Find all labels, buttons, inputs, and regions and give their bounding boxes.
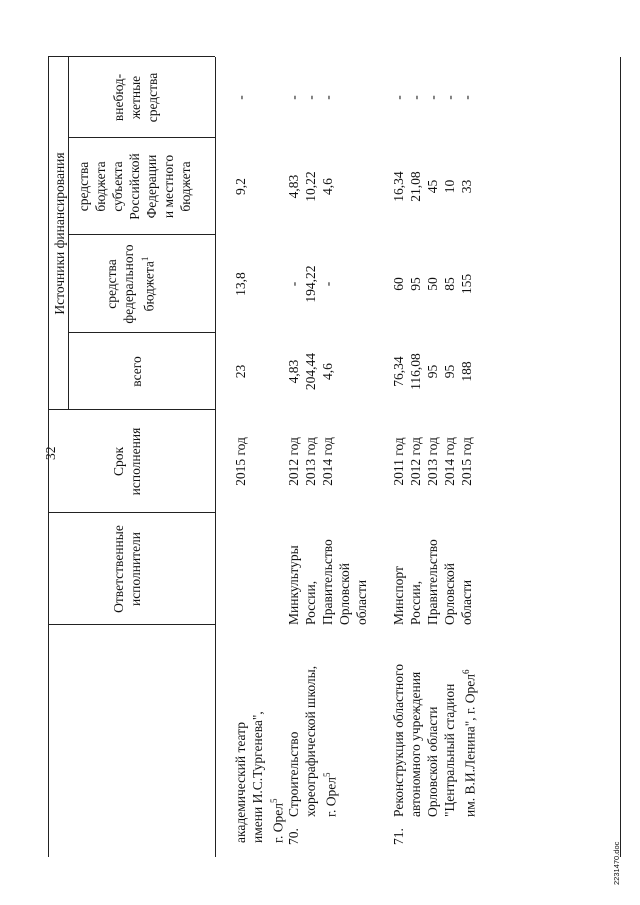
row70-total: 4,83 204,44 4,6 xyxy=(286,352,335,391)
row71-extra: - - - - - xyxy=(391,95,474,100)
row71-footnote: 6 xyxy=(461,669,471,674)
row0-year: 2015 год xyxy=(233,437,248,486)
header-regional: средства бюджета субъекта Российской Федерации и местного бюджета xyxy=(76,153,193,220)
row0-extra: - xyxy=(233,95,248,100)
row70-footnote: 5 xyxy=(322,772,332,777)
table-header-bottom-rule xyxy=(215,57,216,857)
table-top-rule xyxy=(48,57,49,857)
row0-federal: 13,8 xyxy=(233,272,248,296)
row70-extra: - - - xyxy=(286,95,335,100)
row71-name: Реконструкция областного автономного учреждения Орловской области "Центральный стадион им. В.И.Ленина", г. Орел$^6$ xyxy=(391,664,478,817)
row71-number: 71. xyxy=(391,828,406,845)
header-total-label: всего xyxy=(129,356,144,387)
header-financing-sources: Источники финансирования xyxy=(52,152,67,315)
row71-executors: Минспорт России, Правительство Орловской области xyxy=(391,539,474,625)
row70-number: 70. xyxy=(286,828,301,845)
table-bottom-rule xyxy=(620,57,621,857)
row71-years: 2011 год 2012 год 2013 год 2014 год 2015 год xyxy=(391,437,474,486)
footer-doc-code: 2231470.doc xyxy=(612,841,621,885)
header-extrabudget: внебюд- жетные средства xyxy=(111,72,160,123)
row70-years: 2012 год 2013 год 2014 год xyxy=(286,437,335,486)
row0-footnote: 5 xyxy=(269,798,279,803)
header-federal: средства федерального бюджета$^1$ xyxy=(104,244,157,324)
row-continuation-name: академический театр имени И.С.Тургенева", г. Орел$^5$ xyxy=(233,711,286,843)
federal-footnote-mark: 1 xyxy=(140,256,150,262)
row70-federal: - 194,22 - xyxy=(286,265,335,303)
page-number: 32 xyxy=(43,446,58,460)
row0-total: 23 xyxy=(233,364,248,379)
header-deadline: Срок исполнения xyxy=(111,427,143,496)
row71-total: 76,34 116,08 95 95 188 xyxy=(391,353,474,390)
row71-regional: 16,34 21,08 45 10 33 xyxy=(391,171,474,202)
header-executors: Ответственные исполнители xyxy=(111,525,143,613)
row0-regional: 9,2 xyxy=(233,178,248,195)
row71-federal: 60 95 50 85 155 xyxy=(391,273,474,295)
row70-regional: 4,83 10,22 4,6 xyxy=(286,171,335,202)
row70-executors: Минкультуры России, Правительство Орловской области xyxy=(286,539,369,625)
row70-name: Строительство хореографической школы, г. Орел$^5$ xyxy=(286,665,339,817)
